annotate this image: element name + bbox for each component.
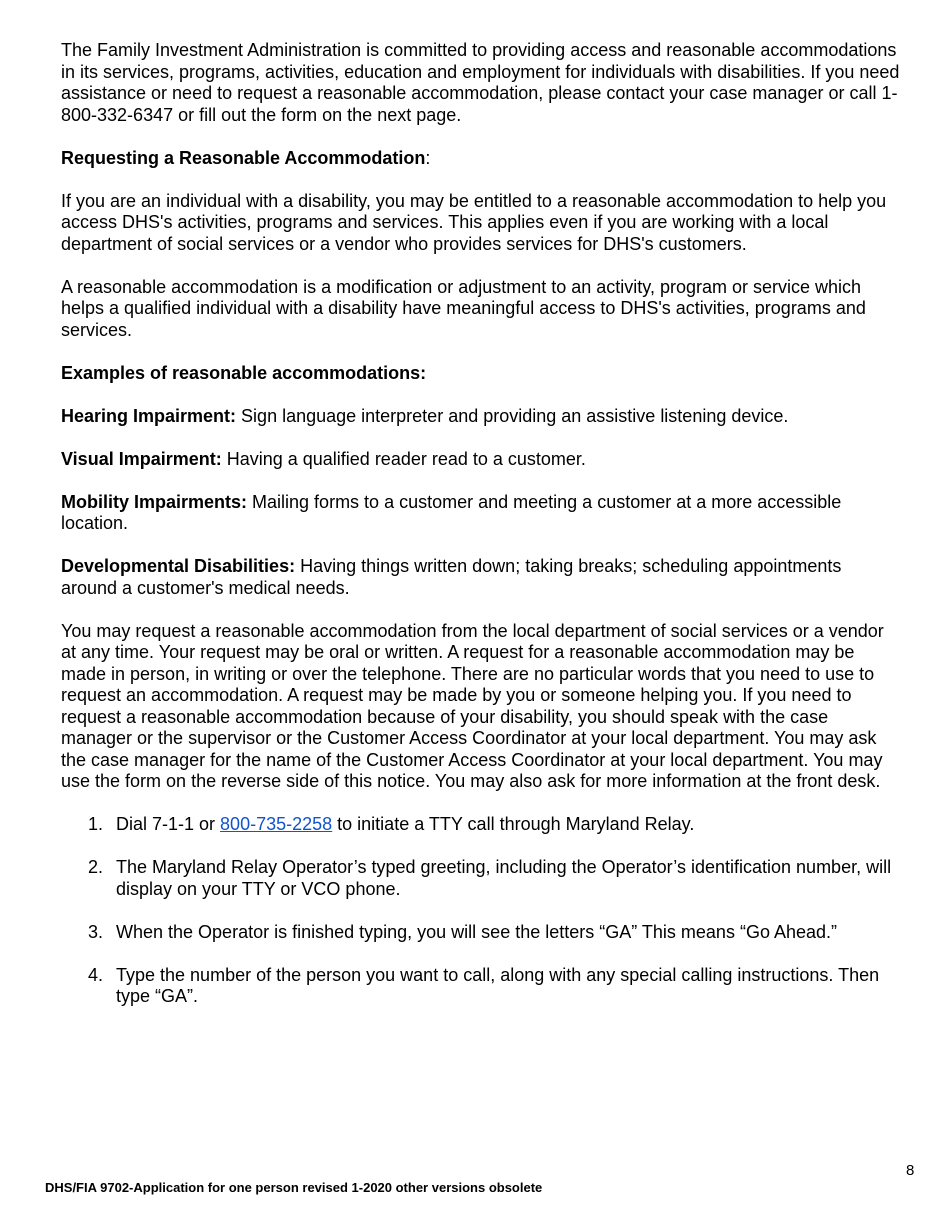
example-text: Having things written down; taking breaks; scheduling appointments around a customer's medical needs. xyxy=(61,556,842,598)
page-number: 8 xyxy=(906,1162,915,1179)
list-item xyxy=(61,965,901,1008)
example-text: Sign language interpreter and providing an assistive listening device. xyxy=(236,405,789,426)
example-visual xyxy=(61,449,901,471)
list-number: 3. xyxy=(88,921,104,942)
requesting-heading xyxy=(61,148,901,170)
example-label: Visual Impairment: xyxy=(61,448,222,469)
example-hearing xyxy=(61,406,901,428)
example-label: Mobility Impairments: xyxy=(61,491,248,512)
examples-heading: Examples of reasonable accommodations: xyxy=(61,362,427,383)
list-number: 2. xyxy=(88,857,104,877)
step-text: Dial 7-1-1 or xyxy=(116,814,221,834)
list-item xyxy=(61,857,901,900)
requesting-heading-text: Requesting a Reasonable Accommodation xyxy=(61,147,426,168)
relay-steps-list xyxy=(61,814,901,1008)
example-label: Hearing Impairment: xyxy=(61,405,237,426)
example-text: Mailing forms to a customer and meeting a customer at a more accessible location. xyxy=(61,491,842,533)
example-text: Having a qualified reader read to a customer. xyxy=(221,448,586,469)
list-item xyxy=(61,814,901,836)
entitled-paragraph: If you are an individual with a disability, you may be entitled to a reasonable accommodation to help you access DHS's activities, programs and services. This applies even if you are working with a local department of social services or a vendor who provides services for DHS's customers. xyxy=(61,190,887,254)
requesting-heading-colon: : xyxy=(425,147,431,168)
document-footer: DHS/FIA 9702-Application for one person revised 1-2020 other versions obsolete xyxy=(45,1180,543,1195)
list-number: 4. xyxy=(88,964,104,985)
relay-phone-link[interactable]: 800-735-2258 xyxy=(220,814,333,834)
example-label: Developmental Disabilities: xyxy=(61,556,296,576)
example-mobility xyxy=(61,492,901,535)
example-developmental xyxy=(61,556,901,599)
document-body xyxy=(61,40,901,1029)
intro-paragraph: The Family Investment Administration is committed to providing access and reasonable accommodations in its services, programs, activities, education and employment for individuals with disabilities. If you need assistance or need to request a reasonable accommodation, please contact your case manager or call 1-800-332-6347 or fill out the form on the next page. xyxy=(61,40,900,125)
list-number: 1. xyxy=(88,814,104,834)
step-text: to initiate a TTY call through Maryland Relay. xyxy=(332,814,695,834)
list-item xyxy=(61,922,901,944)
request-paragraph: You may request a reasonable accommodation from the local department of social services or a vendor at any time. Your request may be oral or written. A request for a reasonable accommodation may be made in person, in writing or over the telephone. There are no particular words that you need to use to request an accommodation. A request may be made by you or someone helping you. If you need to request a reasonable accommodation because of your disability, you should speak with the case manager or the supervisor or the Customer Access Coordinator at your local department. You may ask the case manager for the name of the Customer Access Coordinator at your local department. You may use the form on the reverse side of this notice. You may also ask for more information at the front desk. xyxy=(61,620,884,791)
step-text: Type the number of the person you want to call, along with any special calling instructions. Then type “GA”. xyxy=(116,964,880,1006)
step-text: The Maryland Relay Operator’s typed greeting, including the Operator’s identification number, will display on your TTY or VCO phone. xyxy=(116,857,892,899)
definition-paragraph: A reasonable accommodation is a modification or adjustment to an activity, program or service which helps a qualified individual with a disability have meaningful access to DHS's activities, programs and services. xyxy=(61,276,866,340)
step-text: When the Operator is finished typing, you will see the letters “GA” This means “Go Ahead.” xyxy=(116,921,838,942)
